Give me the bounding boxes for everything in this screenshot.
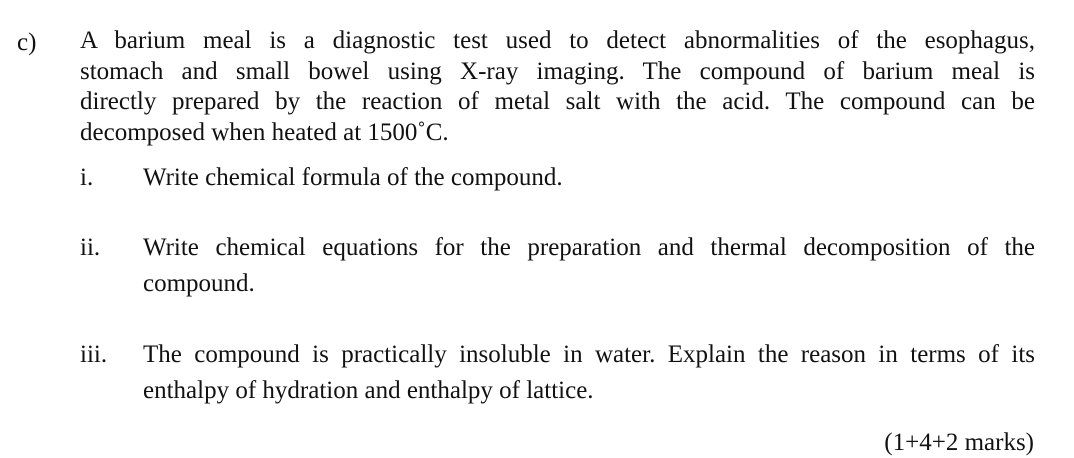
question-stem [80,26,1035,148]
question-label: c) [17,29,37,56]
stem-line: decomposed when heated at 1500˚C. [80,118,449,146]
subpart-line: compound. [143,270,255,297]
subpart-line: Write chemical formula of the compound. [143,164,563,191]
stem-line: A barium meal is a diagnostic test used to detect abnormalities of the esophagus, [80,27,1035,54]
subpart-number: iii. [80,341,108,368]
subpart-text [143,337,1035,409]
subpart-number: ii. [80,234,101,261]
subpart-text [143,230,1035,302]
subpart-number: i. [80,164,94,191]
stem-line: stomach and small bowel using X-ray imaging. The compound of barium meal is [80,57,1035,85]
subpart-line: The compound is practically insoluble in water. Explain the reason in terms of its [143,341,1035,368]
subpart-text [143,160,1035,196]
marks-allocation: (1+4+2 marks) [884,429,1034,456]
subpart-line: Write chemical equations for the preparation and thermal decomposition of the [143,234,1035,261]
subpart-line: enthalpy of hydration and enthalpy of lattice. [143,377,594,404]
stem-line: directly prepared by the reaction of metal salt with the acid. The compound can be [80,88,1035,115]
